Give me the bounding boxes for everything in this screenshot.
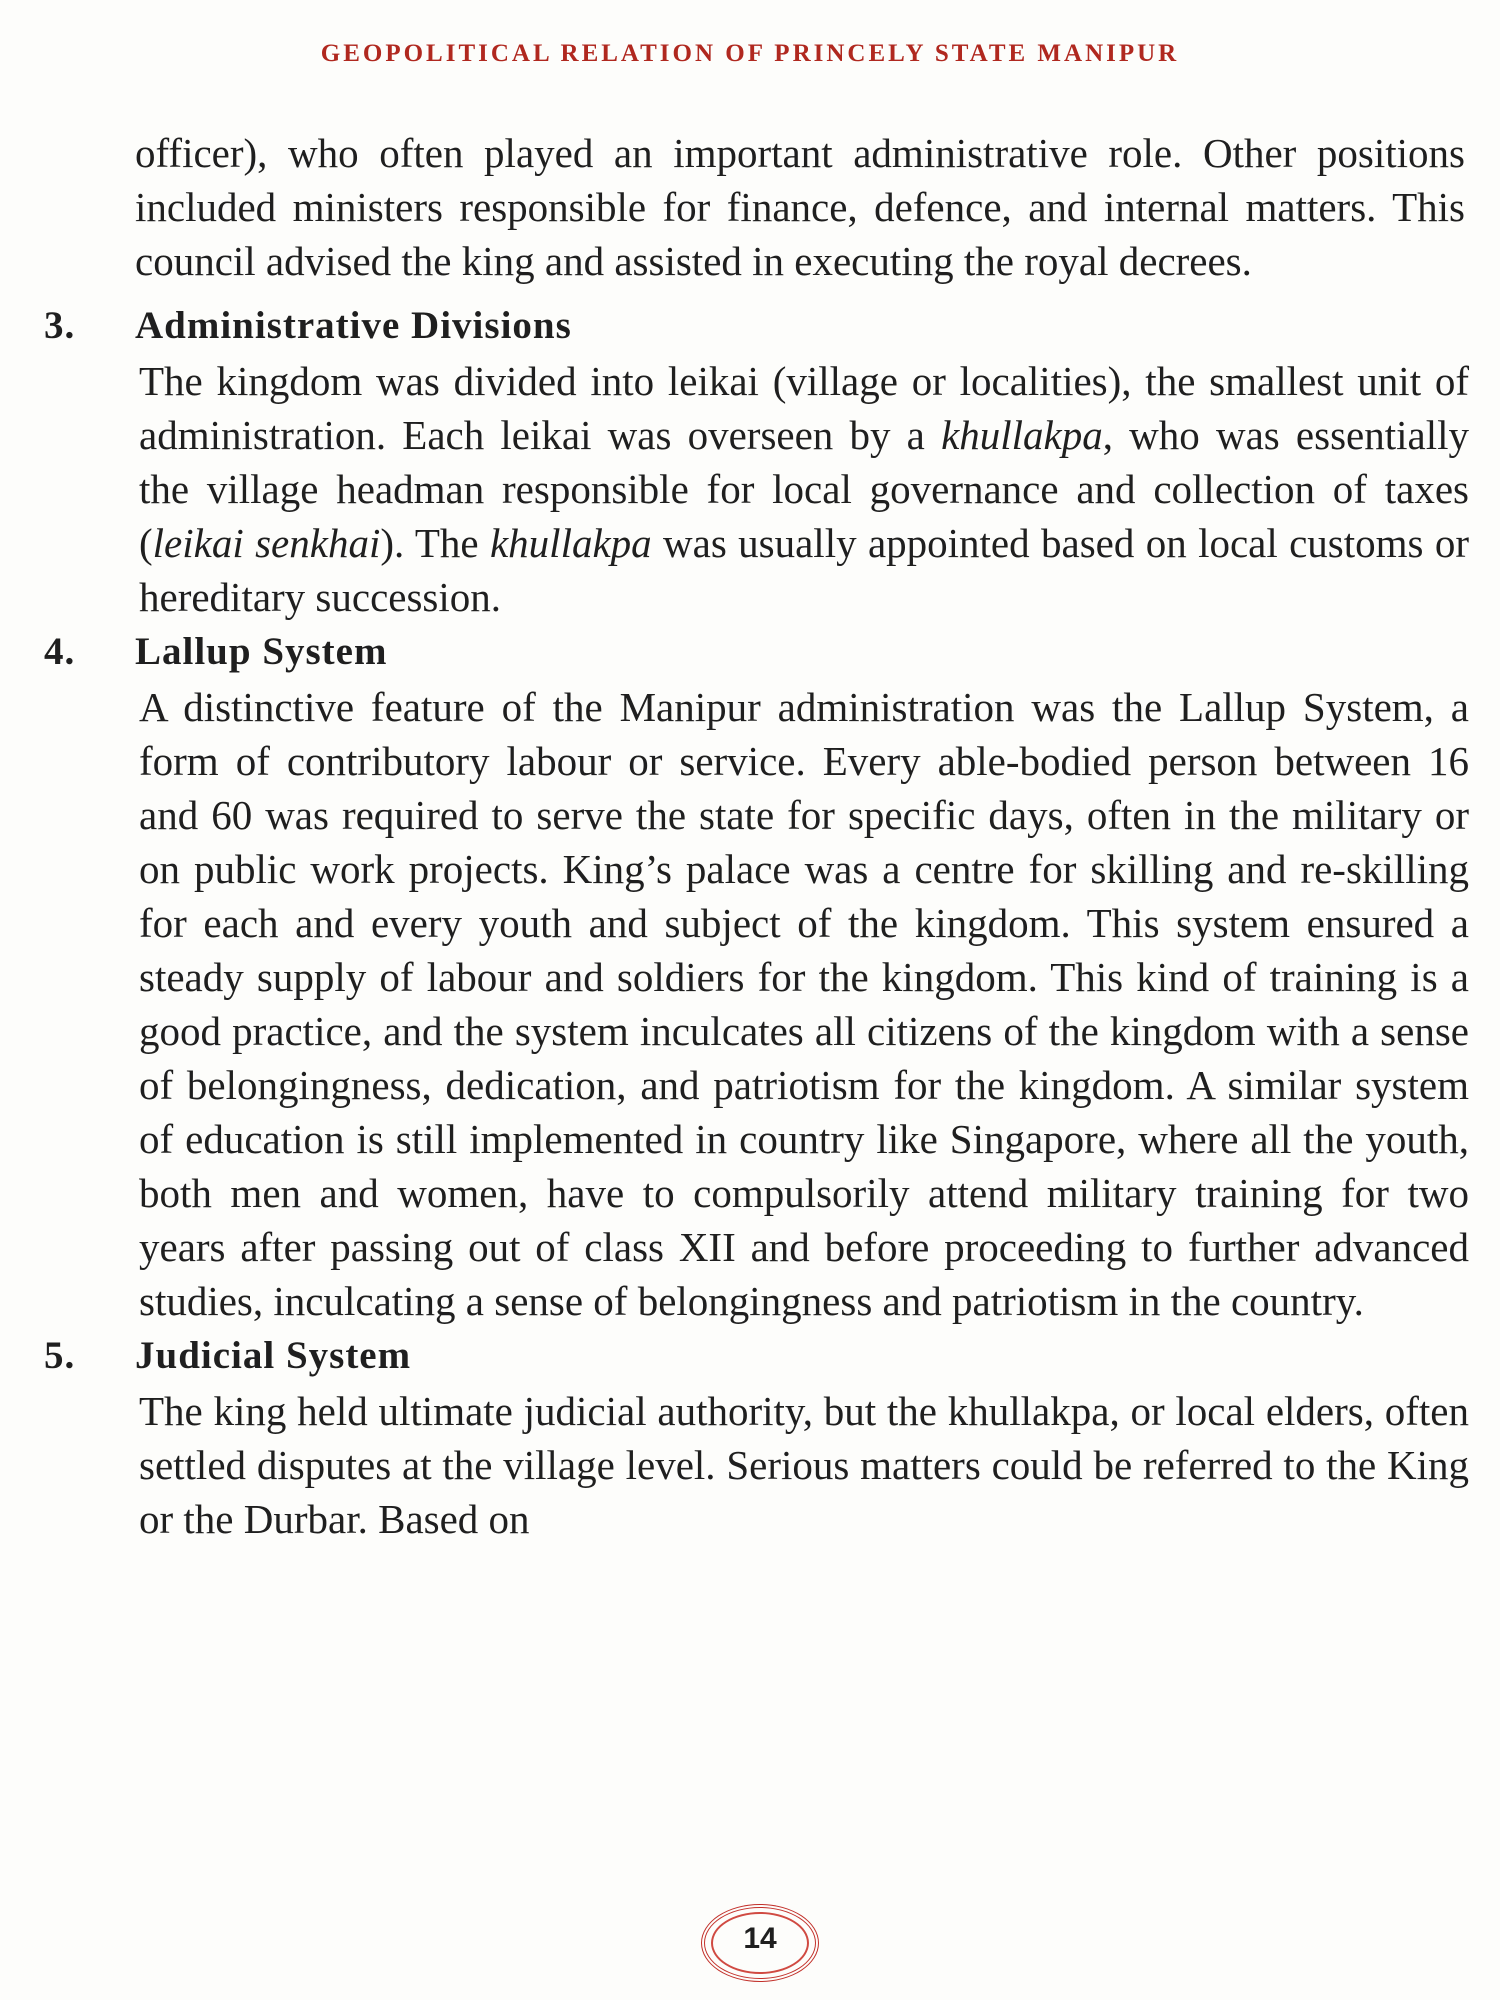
page-number: 14: [743, 1922, 777, 1955]
section-number: 3.: [44, 304, 76, 347]
italic-term: leikai senkhai: [152, 520, 381, 566]
italic-term: khullakpa: [489, 520, 652, 566]
body-text: , who was essentially the village headman responsible for local governance and collection of taxes (: [139, 412, 1469, 566]
section-heading: [0, 1330, 1500, 1382]
section-body: A distinctive feature of the Manipur administration was the Lallup System, a form of contributory labour or service. Every able-bodied person between 16 and 60 was required to serve the state for specific days, often in the military or on public work projects. King’s palace was a centre for skilling and re-skilling for each and every youth and subject of the kingdom. This system ensured a steady supply of labour and soldiers for the kingdom. This kind of training is a good practice, and the system inculcates all citizens of the kingdom with a sense of belongingness, dedication, and patriotism for the kingdom. A similar system of education is still implemented in country like Singapore, where all the youth, both men and women, have to compulsorily attend military training for two years after passing out of class XII and before proceeding to further advanced studies, inculcating a sense of belongingness and patriotism in the country.: [139, 684, 1469, 1324]
running-header: GEOPOLITICAL RELATION OF PRINCELY STATE MANIPUR: [320, 40, 1180, 67]
page-number-badge: [701, 1904, 819, 1982]
body-text: The kingdom was divided into leikai (village or localities), the smallest unit of administration. Each leikai was overseen by a: [139, 358, 1469, 458]
body-text: ). The: [380, 520, 490, 566]
section-heading: [0, 626, 1500, 678]
section-lallup-system: [0, 626, 1500, 1328]
page-content: [0, 126, 1500, 1546]
section-number: 5.: [44, 1334, 76, 1377]
section-administrative-divisions: [0, 300, 1500, 624]
intro-paragraph: officer), who often played an important administrative role. Other positions included ministers responsible for finance, defence, and internal matters. This council advised the king and assisted in executing the royal decrees.: [135, 130, 1465, 284]
section-title: Judicial System: [135, 1334, 412, 1377]
section-title: Lallup System: [135, 630, 388, 673]
section-body: [139, 354, 1469, 624]
body-text: was usually appointed based on local customs or hereditary succession.: [139, 520, 1470, 620]
section-number: 4.: [44, 630, 76, 673]
italic-term: khullakpa: [941, 412, 1103, 458]
section-judicial-system: [0, 1330, 1500, 1546]
section-title: Administrative Divisions: [135, 304, 572, 347]
section-heading: [0, 300, 1500, 352]
section-body: The king held ultimate judicial authority, but the khullakpa, or local elders, often settled disputes at the village level. Serious matters could be referred to the King or the Durbar. Based on: [139, 1388, 1469, 1542]
